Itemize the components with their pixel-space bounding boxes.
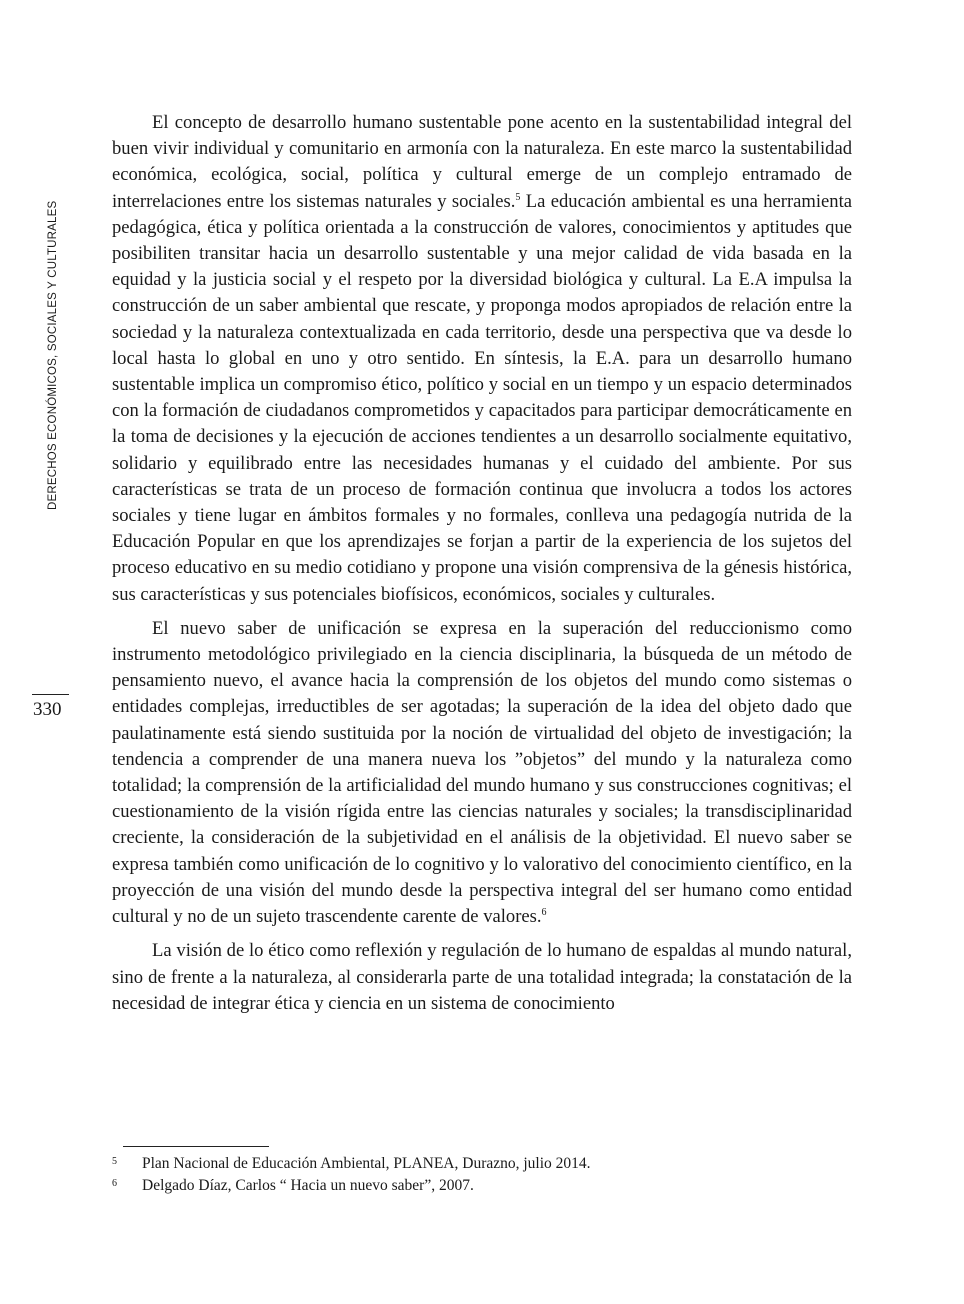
paragraph-text: La visión de lo ético como reflexión y regulación de lo humano de espaldas al mundo natural, sino de frente a la naturaleza, al considerarla parte de una totalidad integrada; la constatación de la necesidad de integrar ética y ciencia en un sistema de conocimiento (112, 940, 852, 1014)
footnote-text: Plan Nacional de Educación Ambiental, PLANEA, Durazno, julio 2014. (142, 1155, 591, 1172)
paragraph-text: El concepto de desarrollo humano sustentable pone acento en la sustentabilidad integral del buen vivir individual y comunitario en armonía con la naturaleza. En este marco la sustentabilidad económica, ecológica, social, política y cultural emerge de un complejo entramado de interrelaciones entre los sistemas naturales y sociales. (112, 112, 852, 212)
body-text (112, 110, 852, 1016)
footnote (112, 1153, 852, 1175)
footnote-ref[interactable]: 5 (515, 191, 521, 203)
paragraph-text: El nuevo saber de unificación se expresa en la superación del reduccionismo como instrumento metodológico privilegiado en la ciencia disciplinaria, la búsqueda de un método de pensamiento nuevo, el avance hacia la comprensión de los objetos del mundo como sistemas o entidades complejas, irreductibles de ser agotadas; la superación de la idea del objeto dado que paulatinamente está siendo sustituida por la noción de virtualidad del objeto de investigación; la tendencia a comprender de una manera nueva los ”objetos” del mundo y la naturaleza como totalidad; la comprensión de la artificialidad del mundo humano y sus construcciones cognitivas; el cuestionamiento de la visión rígida entre las ciencias naturales y sociales; la transdisciplinaridad creciente, la consideración de la subjetividad en el análisis de la objetividad. El nuevo saber se expresa también como unificación de lo cognitivo y lo valorativo del conocimiento científico, en la proyección de una visión del mundo desde la perspectiva integral del ser humano como entidad cultural y no de un sujeto trascendente carente de valores. (112, 617, 852, 928)
page-number-rule (32, 694, 69, 695)
footnotes (112, 1153, 852, 1197)
running-header: DERECHOS ECONÓMICOS, SOCIALES Y CULTURALES (47, 200, 59, 510)
footnote-number: 5 (112, 1156, 117, 1167)
footnote-separator (123, 1146, 269, 1147)
paragraph-text: La educación ambiental es una herramienta pedagógica, ética y política orientada a la construcción de valores, conocimientos y aptitudes que posibiliten transitar hacia un desarrollo sustentable y una mejor calidad de vida basada en la equidad y la justicia social y el respeto por la diversidad biológica y cultural. La E.A impulsa la construcción de un saber ambiental que rescate, y proponga modos apropiados de relación entre la sociedad y la naturaleza contextualizada en cada territorio, desde una perspectiva que va desde lo local hasta lo global en uno y otro sentido. En síntesis, la E.A. para un desarrollo humano sustentable implica un compromiso ético, político y social en un tiempo y un espacio determinados con la formación de ciudadanos comprometidos y capacitados para participar democráticamente en la toma de decisiones y la ejecución de acciones tendientes a un desarrollo socialmente equitativo, solidario y equilibrado entre las necesidades humanas y el cuidado del ambiente. Por sus características se trata de un proceso de formación continua que involucra a todos los actores sociales y tiene lugar en ámbitos formales y no formales, conlleva una pedagogía nutrida de la Educación Popular en que los aprendizajes se forjan a partir de la experiencia de los sujetos del proceso educativo en su medio cotidiano y propone una visión comprensiva de la génesis histórica, sus características y sus potenciales biofísicos, económicos, sociales y culturales. (112, 190, 852, 605)
footnote-ref[interactable]: 6 (541, 907, 547, 919)
footnote-text: Delgado Díaz, Carlos “ Hacia un nuevo saber”, 2007. (142, 1177, 474, 1194)
paragraph (112, 616, 852, 930)
paragraph (112, 938, 852, 1016)
footnote (112, 1175, 852, 1197)
footnote-number: 6 (112, 1178, 117, 1189)
page-number: 330 (33, 699, 62, 720)
paragraph (112, 110, 852, 608)
